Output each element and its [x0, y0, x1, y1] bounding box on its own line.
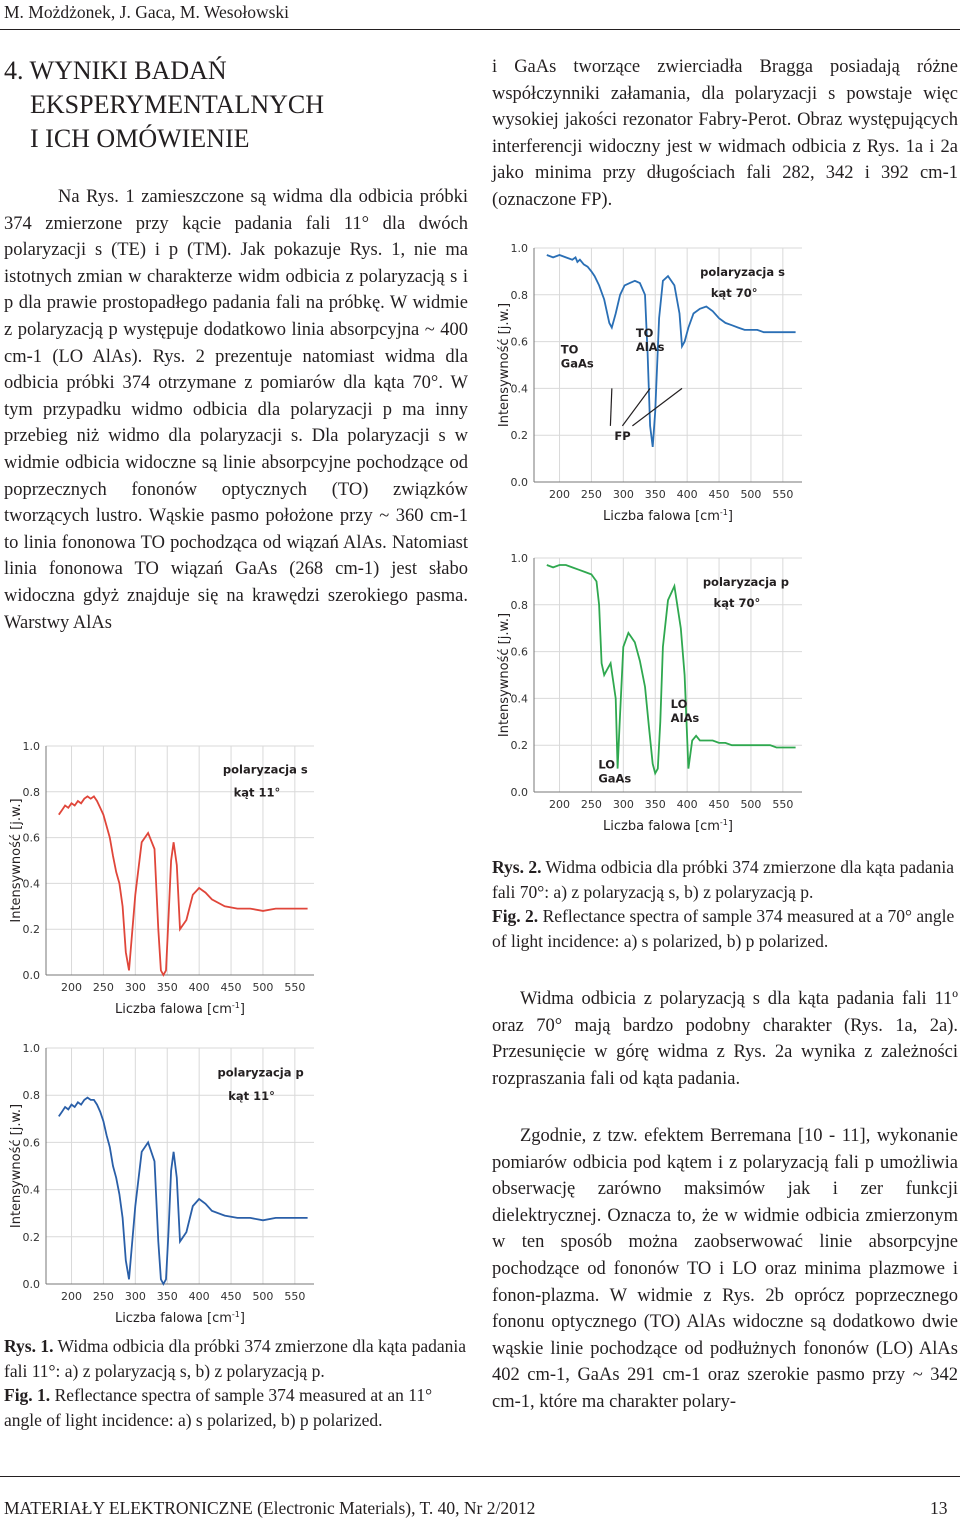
x-tick-label: 400: [676, 488, 698, 501]
footer-journal: MATERIAŁY ELEKTRONICZNE (Electronic Materials), T. 40, Nr 2/2012: [4, 1498, 536, 1518]
fp-pointer-line: [632, 388, 682, 425]
y-tick-label: 0.6: [22, 1136, 40, 1150]
annotation-label: LO: [598, 757, 616, 772]
x-axis-label-sup: -1: [231, 1001, 240, 1010]
y-tick-label: 0.8: [22, 785, 40, 799]
x-tick-label: 400: [676, 798, 698, 811]
x-axis-label-sup: -1: [231, 1310, 240, 1319]
x-axis-label: Liczba falowa $[cm^{-1}]$: [115, 1001, 245, 1017]
x-axis-label: Liczba falowa $[cm^{-1}]$: [603, 818, 733, 834]
chart-fig2a: [496, 238, 806, 528]
y-axis-label: Intensywność [j.w.]: [9, 1103, 24, 1229]
series-line: [59, 1098, 308, 1284]
x-tick-label: 350: [644, 488, 666, 501]
y-tick-label: 0.2: [510, 739, 528, 753]
annotation-label: FP: [614, 428, 631, 443]
y-tick-label: 0.2: [510, 429, 528, 443]
x-tick-label: 550: [772, 798, 794, 811]
x-tick-label: 450: [708, 798, 730, 811]
x-tick-label: 300: [124, 1290, 146, 1303]
x-tick-label: 400: [188, 981, 210, 994]
y-tick-label: 0.8: [510, 288, 528, 302]
chart-fig2b: [496, 548, 806, 838]
x-tick-label: 250: [580, 798, 602, 811]
y-tick-label: 0.4: [510, 382, 528, 396]
right-paragraph-2: Widma odbicia z polaryzacją s dla kąta padania fali 11º oraz 70° mają bardzo podobny charakter (Rys. 1a, 2a). Przesunięcie w górę widma z Rys. 2a wynika z zależności rozpraszania fali od kąta padania.: [492, 989, 958, 1089]
annotation-label-2: AlAs: [635, 339, 665, 354]
annotation-label: TO: [635, 325, 654, 340]
y-tick-label: 0.6: [510, 645, 528, 659]
x-tick-label: 500: [252, 981, 274, 994]
heading-line-1: 4. WYNIKI BADAŃ: [4, 56, 227, 85]
header-rule: [0, 29, 960, 30]
x-tick-label: 400: [188, 1290, 210, 1303]
x-tick-label: 500: [740, 488, 762, 501]
x-axis-label-sup: -1: [719, 818, 728, 827]
section-heading: [4, 54, 324, 156]
running-head: [4, 2, 289, 23]
annotation-label: kąt 70°: [713, 596, 761, 611]
x-tick-label: 550: [284, 981, 306, 994]
x-tick-label: 200: [61, 981, 83, 994]
x-tick-label: 350: [156, 981, 178, 994]
y-tick-label: 1.0: [22, 1042, 40, 1055]
x-axis-label: Liczba falowa $[cm^{-1}]$: [115, 1310, 245, 1326]
y-tick-label: 0.0: [22, 969, 40, 982]
x-axis-label-end: ]: [727, 509, 733, 524]
right-paragraph-top: i GaAs tworzące zwierciadła Bragga posiadają różne współczynniki załamania, dla polaryzacji s powstaje więc wysokiej jakości rezonator Fabry-Perot. Obraz występujących interferencji widoczny jest w widmach odbicia z Rys. 1a i 2a jako minima przy długościach fali 282, 342 i 392 cm-1 (oznaczone FP).: [492, 57, 958, 210]
y-tick-label: 0.2: [22, 923, 40, 937]
series-line: [59, 796, 308, 975]
y-tick-label: 0.0: [510, 786, 528, 799]
annotation-label: LO: [670, 696, 688, 711]
chart-fig1a: [8, 736, 318, 1021]
fig2-pl-label: Rys. 2. Widma odbicia dla próbki 374 zmierzone dla kąta padania fali 70°: a) z polaryzacją s, b) z polaryzacją p.: [492, 857, 954, 902]
annotation-label: kąt 70°: [710, 286, 758, 301]
annotation-label: polaryzacja p: [702, 575, 790, 590]
x-tick-label: 450: [220, 1290, 242, 1303]
x-axis-label: Liczba falowa $[cm^{-1}]$: [603, 508, 733, 524]
y-tick-label: 0.0: [22, 1278, 40, 1291]
x-tick-label: 200: [549, 488, 571, 501]
figure-2-caption: [492, 855, 958, 953]
y-tick-label: 0.0: [510, 476, 528, 489]
fig1-en-label: Fig. 1. Reflectance spectra of sample 374 measured at an 11° angle of light incidence: a) s polarized, b) p polarized.: [4, 1385, 433, 1430]
y-axis-label: Intensywność [j.w.]: [497, 302, 512, 428]
series-line: [547, 255, 796, 447]
chart-fig1b: [8, 1038, 318, 1330]
x-tick-label: 500: [740, 798, 762, 811]
annotation-label: polaryzacja p: [217, 1065, 304, 1080]
annotation-label-2: GaAs: [560, 356, 594, 371]
footer-rule: [0, 1476, 960, 1477]
y-tick-label: 1.0: [510, 552, 528, 565]
x-tick-label: 300: [124, 981, 146, 994]
fig2-en-label: Fig. 2. Reflectance spectra of sample 374 measured at a 70° angle of light incidence: a) s polarized, b) p polarized.: [492, 906, 955, 951]
y-tick-label: 0.4: [22, 877, 40, 891]
x-tick-label: 300: [612, 798, 634, 811]
x-tick-label: 250: [92, 1290, 114, 1303]
y-tick-label: 0.6: [22, 831, 40, 845]
annotation-label: polaryzacja s: [700, 265, 785, 280]
annotation-label: polaryzacja s: [222, 762, 308, 777]
x-tick-label: 300: [612, 488, 634, 501]
left-paragraph: Na Rys. 1 zamieszczone są widma dla odbicia próbki 374 zmierzone przy kącie padania fali 11° dla dwóch polaryzacji s (TE) i p (TM). Jak pokazuje Rys. 1, nie ma istotnych zmian w charakterze widm odbicia z polaryzacją s i p dla prawie prostopadłego padania fali na próbkę. W widmie z polaryzacją p występuje dodatkowo linia absorpcyjna ~ 400 cm-1 (LO AlAs). Rys. 2 prezentuje natomiast widma dla odbicia próbki 374 otrzymane z pomiarów dla kąta 70°. W tym przypadku widmo odbicia dla polaryzacji p ma inny przebieg niż widmo dla polaryzacji s. Dla polaryzacji s w widmie odbicia widoczne są linie absorpcyjne pochodzące od poprzecznych fononów optycznych (TO) związków tworzących lustro. Wąskie pasmo położone przy ~ 360 cm-1 to linia fononowa TO pochodząca od wiązań AlAs. Natomiast linia fononowa TO wiązań GaAs (268 cm-1) jest słabo widoczna gdyż znajduje się na krawędzi szerokiego pasma. Warstwy AlAs: [4, 187, 468, 633]
fp-pointer-line: [622, 388, 650, 425]
x-tick-label: 250: [92, 981, 114, 994]
x-tick-label: 350: [644, 798, 666, 811]
y-axis-label: Intensywność [j.w.]: [497, 612, 512, 738]
x-axis-label-sup: -1: [719, 508, 728, 517]
x-tick-label: 450: [220, 981, 242, 994]
heading-line-3: I ICH OMÓWIENIE: [4, 124, 250, 153]
y-axis-label: Intensywność [j.w.]: [9, 798, 24, 923]
annotation-label-2: GaAs: [598, 771, 632, 786]
y-tick-label: 0.4: [510, 692, 528, 706]
right-paragraph-3: Zgodnie, z tzw. efektem Berremana [10 - 11], wykonanie pomiarów odbicia pod kątem i z polaryzacją fali p umożliwia obserwację zarówno maksimów jak i zer funkcji dielektrycznej. Oznacza to, że w widmie odbicia zmierzonym w ten sposób można zaobserwować linie absorpcyjne pochodzące od fononów TO i LO oraz minima plazmowe i fonon-plazma. W widmie z Rys. 2b oprócz poprzecznego fononu optycznego (TO) AlAs widoczne są dodatkowo dwie wąskie linie pochodzące od podłużnych fononów (LO) AlAs 402 cm-1, GaAs 291 cm-1 oraz szerokie pasmo przy ~ 342 cm-1, które ma charakter polary-: [492, 1126, 958, 1412]
annotation-label: kąt 11°: [233, 785, 281, 800]
y-tick-label: 1.0: [22, 740, 40, 753]
y-tick-label: 0.8: [22, 1089, 40, 1103]
x-tick-label: 550: [284, 1290, 306, 1303]
y-tick-label: 0.8: [510, 598, 528, 612]
x-tick-label: 200: [61, 1290, 83, 1303]
annotation-label: kąt 11°: [228, 1088, 275, 1103]
x-tick-label: 200: [549, 798, 571, 811]
x-axis-label-end: ]: [239, 1002, 245, 1017]
authors-text: M. Możdżonek, J. Gaca, M. Wesołowski: [4, 2, 290, 22]
x-tick-label: 250: [580, 488, 602, 501]
x-tick-label: 500: [252, 1290, 274, 1303]
annotation-label: TO: [560, 342, 579, 357]
figure-1-caption: [4, 1334, 474, 1432]
heading-line-2: EKSPERYMENTALNYCH: [4, 90, 325, 119]
y-tick-label: 1.0: [510, 242, 528, 255]
fp-pointer-line: [610, 388, 611, 425]
x-tick-label: 550: [772, 488, 794, 501]
fig1-pl-label: Rys. 1. Widma odbicia dla próbki 374 zmierzone dla kąta padania fali 11°: a) z polaryzacją s, b) z polaryzacją p.: [4, 1336, 466, 1381]
x-axis-label-end: ]: [239, 1311, 245, 1326]
y-tick-label: 0.4: [22, 1183, 40, 1197]
y-tick-label: 0.2: [22, 1230, 40, 1244]
page-number: 13: [930, 1498, 948, 1518]
x-axis-label-end: ]: [727, 819, 733, 834]
x-tick-label: 450: [708, 488, 730, 501]
annotation-label-2: AlAs: [670, 710, 700, 725]
y-tick-label: 0.6: [510, 335, 528, 349]
x-tick-label: 350: [156, 1290, 178, 1303]
